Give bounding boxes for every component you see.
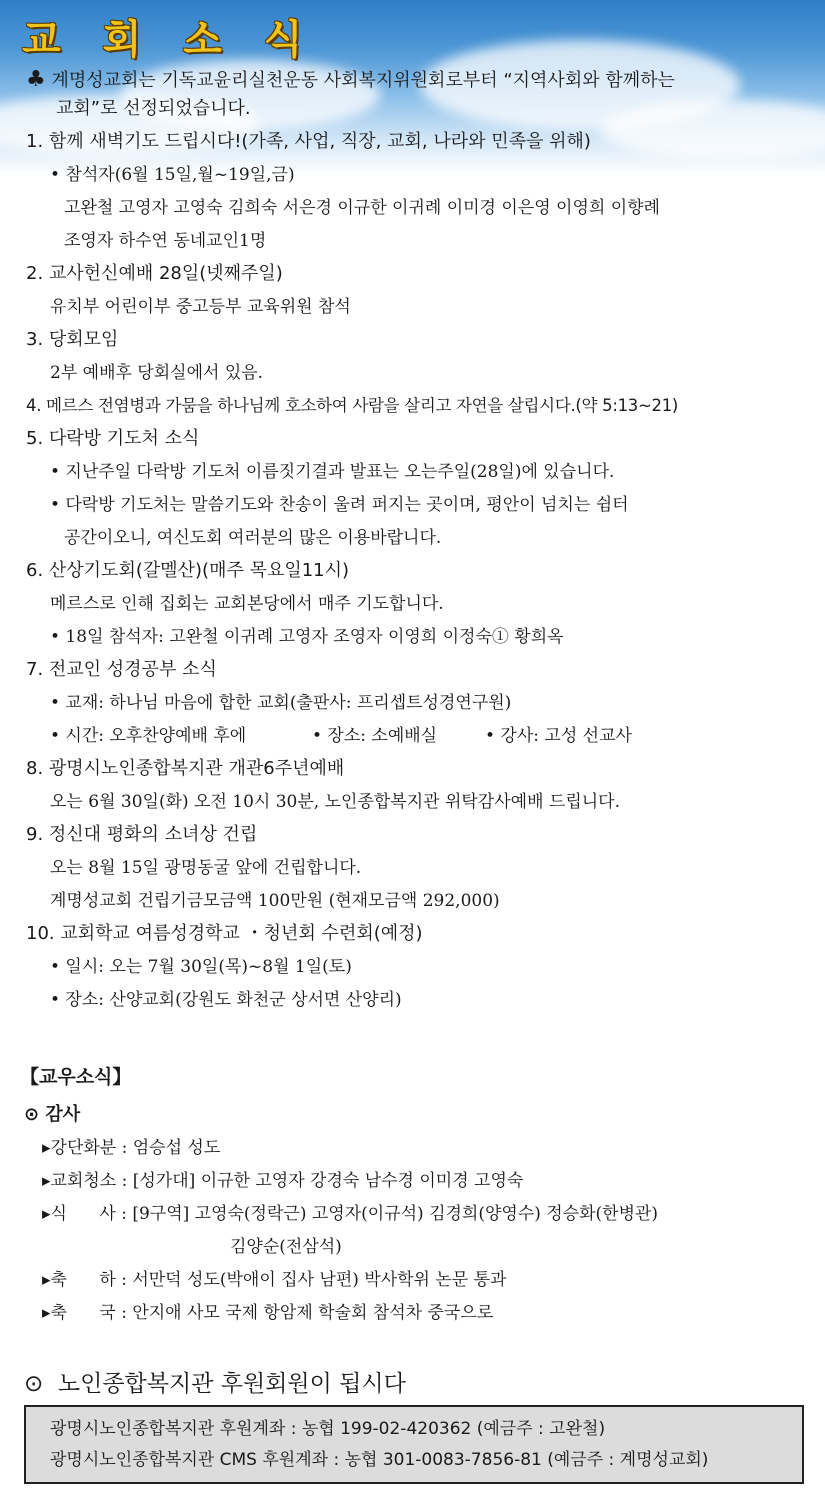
item-9-heading: 9. 정신대 평화의 소녀상 건립 [26,824,258,845]
item-10-line-1: • 일시: 오는 7월 30일(목)~8월 1일(토) [50,957,352,977]
item-3-line-1: 2부 예배후 당회실에서 있음. [50,363,264,383]
item-7-time: • 시간: 오후찬양예배 후에 [50,726,247,746]
item-6-line-1: 메르스로 인해 집회는 교회본당에서 매주 기도합니다. [50,594,444,614]
member-row-meal-cont: 김양순(전삼석) [230,1237,342,1257]
item-6-line-2: • 18일 참석자: 고완철 이귀례 고영자 조영자 이영희 이정숙① 황희옥 [50,627,564,647]
item-6-heading: 6. 산상기도회(갈멜산)(매주 목요일11시) [26,560,350,581]
item-1-line-1: • 참석자(6월 15일,월~19일,금) [50,165,295,185]
member-row-meal: ▸식 사 : [9구역] 고영숙(정락근) 고영자(이규석) 김경희(양영수) 정승화(한병관) [42,1204,659,1224]
item-1-heading: 1. 함께 새벽기도 드립시다!(가족, 사업, 직장, 교회, 나라와 민족을 위해) [26,131,591,152]
club-icon: ♣ [26,67,46,92]
sponsor-account-line-1: 광명시노인종합복지관 후원계좌 : 농협 199-02-420362 (예금주 : 고완철) [50,1419,606,1439]
item-10-line-2: • 장소: 산양교회(강원도 화천군 상서면 산양리) [50,990,402,1010]
page-title: 교 회 소 식 [22,17,317,63]
item-7-place: • 장소: 소예배실 [312,726,438,746]
item-1-line-3: 조영자 하수연 동네교인1명 [64,231,267,251]
member-row-flowers: ▸강단화분 : 엄승섭 성도 [42,1138,221,1158]
sponsor-heading: ⊙ 노인종합복지관 후원회원이 됩시다 [24,1371,406,1397]
item-9-line-1: 오는 8월 15일 광명동굴 앞에 건립합니다. [50,858,362,878]
item-1-line-2: 고완철 고영자 고영숙 김희숙 서은경 이규한 이귀례 이미경 이은영 이영희 이향례 [64,198,660,218]
item-3-heading: 3. 당회모임 [26,329,119,350]
item-5-line-2: • 다락방 기도처는 말씀기도와 찬송이 울려 퍼지는 곳이며, 평안이 넘치는 쉼터 [50,495,629,515]
item-7-heading: 7. 전교인 성경공부 소식 [26,659,217,680]
announcement-line-2: 교회”로 선정되었습니다. [56,98,251,119]
sponsor-account-box [24,1405,804,1484]
thanks-heading: ⊙ 감사 [24,1104,81,1125]
item-2-line-1: 유치부 어린이부 중고등부 교육위원 참석 [50,297,351,317]
item-5-heading: 5. 다락방 기도처 소식 [26,428,200,449]
sponsor-account-line-2: 광명시노인종합복지관 CMS 후원계좌 : 농협 301-0083-7856-81 (예금주 : 계명성교회) [50,1450,709,1470]
member-row-departure: ▸축 국 : 안지애 사모 국제 항암제 학술회 참석차 중국으로 [42,1303,494,1323]
members-section-title: 【교우소식】 [20,1066,132,1088]
item-4-heading: 4. 메르스 전염병과 가뭄을 하나님께 호소하여 사람을 살리고 자연을 살립시다.(약 5:13~21) [26,396,679,415]
member-row-congrats: ▸축 하 : 서만덕 성도(박애이 집사 남편) 박사학위 논문 통과 [42,1270,507,1290]
item-5-line-1: • 지난주일 다락방 기도처 이름짓기결과 발표는 오는주일(28일)에 있습니다. [50,462,615,482]
item-2-heading: 2. 교사헌신예배 28일(넷째주일) [26,263,283,284]
item-10-heading: 10. 교회학교 여름성경학교 ・청년회 수련회(예정) [26,923,423,944]
item-8-heading: 8. 광명시노인종합복지관 개관6주년예배 [26,758,345,779]
item-9-line-2: 계명성교회 건립기금모금액 100만원 (현재모금액 292,000) [50,891,500,911]
item-7-lecturer: • 강사: 고성 선교사 [485,726,632,746]
item-5-line-3: 공간이오니, 여신도회 여러분의 많은 이용바랍니다. [64,528,442,548]
item-7-line-1: • 교재: 하나님 마음에 합한 교회(출판사: 프리셉트성경연구원) [50,693,512,713]
announcement-line-1: ♣ 계명성교회는 기독교윤리실천운동 사회복지위원회로부터 “지역사회와 함께하는 [26,67,675,92]
item-8-line-1: 오는 6월 30일(화) 오전 10시 30분, 노인종합복지관 위탁감사예배 드립니다. [50,792,620,812]
member-row-cleaning: ▸교회청소 : [성가대] 이규한 고영자 강경숙 남수경 이미경 고영숙 [42,1171,524,1191]
